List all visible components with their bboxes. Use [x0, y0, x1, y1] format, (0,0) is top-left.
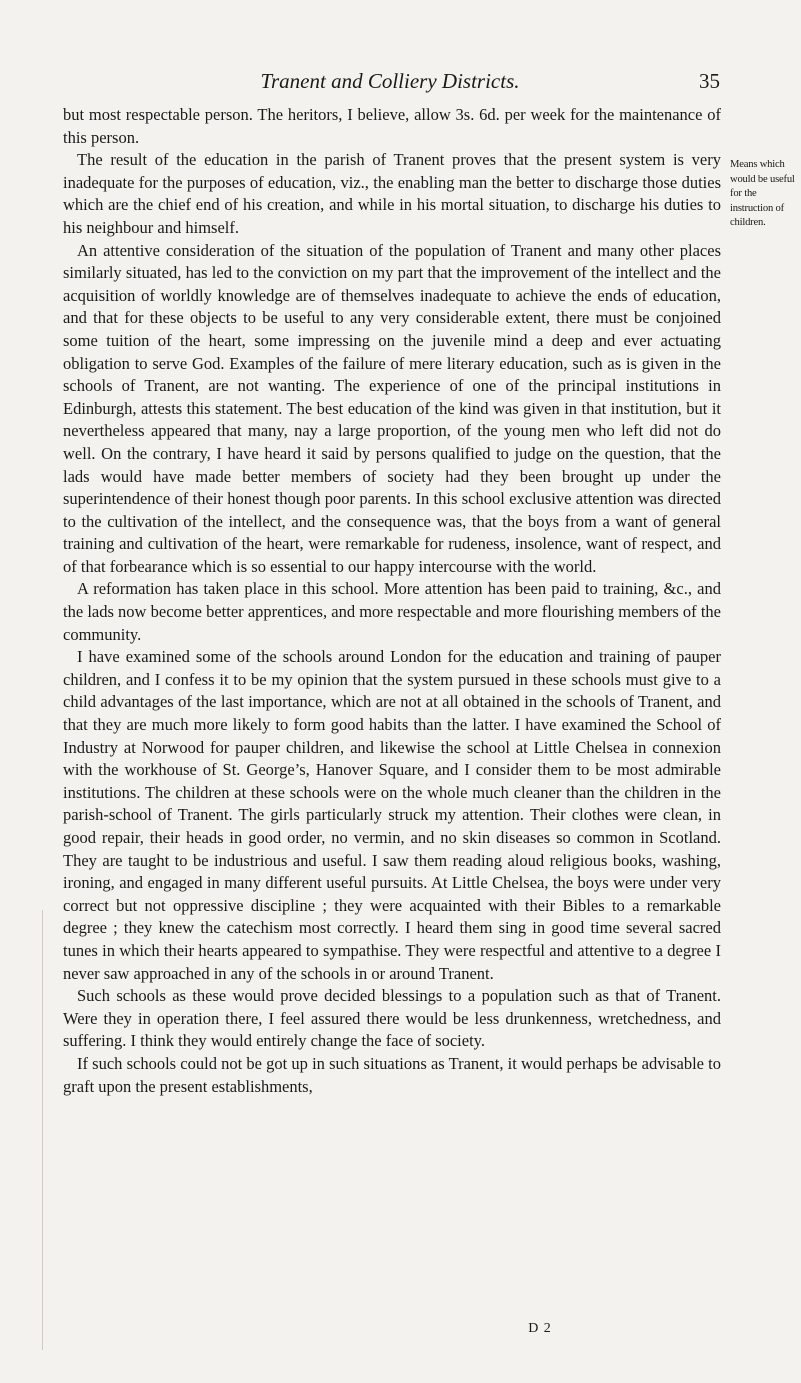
paragraph: Such schools as these would prove decided blessings to a population such as that of Tranent. Were they in operation there, I feel assured there would be less drunkenness, wretchedness, and suffering. I think they would entirely change the face of society. [63, 986, 721, 1051]
running-title: Tranent and Colliery Districts. [260, 69, 520, 93]
paragraph: The result of the education in the parish of Tranent proves that the present system is very inadequate for the purposes of education, viz., the enabling man the better to discharge those duties which are the chief end of his creation, and while in his mortal situation, to discharge his duties to his neighbour and himself. [63, 150, 721, 237]
left-margin-line [42, 910, 43, 1350]
signature-mark: D 2 [528, 1321, 552, 1336]
marginal-note: Means which would be useful for the instruction of children. [730, 159, 795, 229]
paragraph: but most respectable person. The heritors, I believe, allow 3s. 6d. per week for the maintenance of this person. [63, 105, 721, 147]
paragraph: I have examined some of the schools around London for the education and training of pauper children, and I confess it to be my opinion that the system pursued in these schools must give to a child advantages of the last importance, which are not at all obtained in the schools of Tranent, and that they are much more likely to form good habits than the latter. I have examined the School of Industry at Norwood for pauper children, and likewise the school at Little Chelsea in connexion with the workhouse of St. George’s, Hanover Square, and I consider them to be most admirable institutions. The children at these schools were on the whole much cleaner than the children in the parish-school of Tranent. The girls particularly struck my attention. Their clothes were clean, in good repair, their heads in good order, no vermin, and no skin diseases so common in Scotland. They are taught to be industrious and useful. I saw them reading aloud religious books, washing, ironing, and engaged in many different useful pursuits. At Little Chelsea, the boys were under very correct but not oppressive discipline ; they were acquainted with their Bibles to a remarkable degree ; they knew the catechism most correctly. I heard them sing in good time several sacred tunes in which their hearts appeared to sympathise. They were respectful and attentive to a degree I never saw approached in any of the schools in or around Tranent. [63, 647, 721, 983]
body-text [63, 104, 721, 1098]
paragraph: If such schools could not be got up in such situations as Tranent, it would perhaps be advisable to graft upon the present establishments, [63, 1053, 721, 1096]
paragraph: An attentive consideration of the situation of the population of Tranent and many other places similarly situated, has led to the conviction on my part that the improvement of the intellect and the acquisition of worldly knowledge are of themselves inadequate to achieve the ends of education, and that for these objects to be useful to any very considerable extent, there must be conjoined some tuition of the heart, some impressing on the juvenile mind a deep and ever actuating obligation to serve God. Examples of the failure of mere literary education, such as is given in the schools of Tranent, are not wanting. The experience of one of the principal institutions in Edinburgh, attests this statement. The best education of the kind was given in that institution, but it nevertheless appeared that many, nay a large proportion, of the young men who left did not do well. On the contrary, I have heard it said by persons qualified to judge on the question, that the lads would have made better members of society had they been brought up under the superintendence of their honest though poor parents. In this school exclusive attention was directed to the cultivation of the intellect, and the consequence was, that the boys from a want of general training and cultivation of the heart, were remarkable for rudeness, insolence, want of respect, and of that forbearance which is so essential to our happy intercourse with the world. [63, 240, 721, 576]
page-number: 35 [699, 69, 720, 93]
paragraph: A reformation has taken place in this school. More attention has been paid to training, &c., and the lads now become better apprentices, and more respectable and more flourishing members of the community. [63, 579, 721, 644]
running-head [60, 68, 720, 94]
